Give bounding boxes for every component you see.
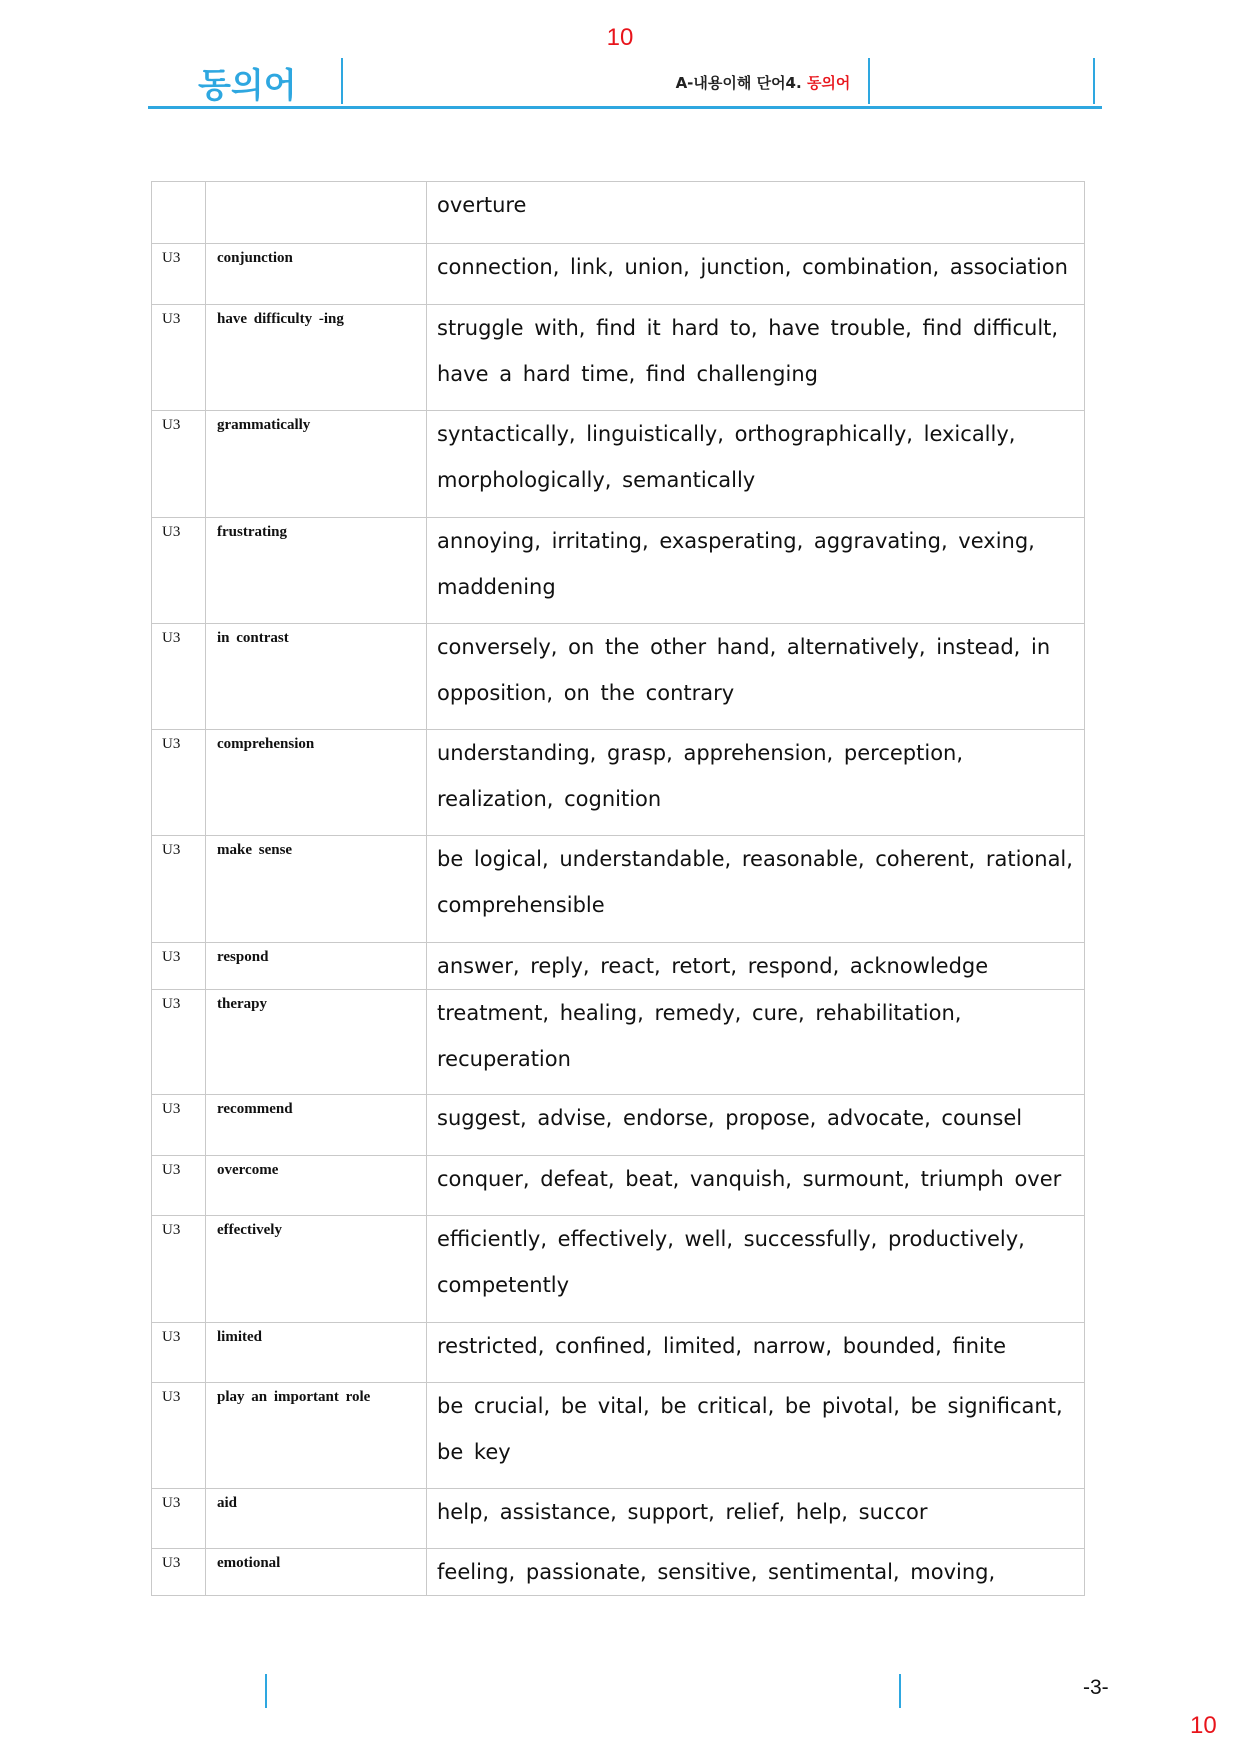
unit-cell: U3 — [152, 1095, 206, 1156]
synonyms-cell: conquer, defeat, beat, vanquish, surmount, triumph over — [427, 1156, 1085, 1216]
word-cell: emotional — [206, 1549, 427, 1596]
unit-cell: U3 — [152, 305, 206, 411]
table-row — [152, 1216, 1085, 1323]
table-row — [152, 182, 1085, 244]
word-cell: overcome — [206, 1156, 427, 1216]
word-cell: grammatically — [206, 411, 427, 518]
header-divider — [341, 58, 343, 104]
unit-cell: U3 — [152, 1216, 206, 1323]
table-row — [152, 1323, 1085, 1383]
table-row — [152, 624, 1085, 730]
header-divider — [1093, 58, 1095, 104]
table-row — [152, 730, 1085, 836]
footer-divider — [899, 1674, 901, 1708]
header-subtitle-prefix: A-내용이해 단어4. — [675, 74, 802, 92]
unit-cell: U3 — [152, 836, 206, 943]
unit-cell: U3 — [152, 518, 206, 624]
table-row — [152, 518, 1085, 624]
unit-cell: U3 — [152, 1323, 206, 1383]
unit-cell: U3 — [152, 624, 206, 730]
table-row — [152, 836, 1085, 943]
table-row — [152, 990, 1085, 1095]
word-cell: in contrast — [206, 624, 427, 730]
table-row — [152, 1383, 1085, 1489]
synonyms-cell: connection, link, union, junction, combination, association — [427, 244, 1085, 305]
table-row — [152, 305, 1085, 411]
header-title: 동의어 — [198, 66, 297, 106]
word-cell: make sense — [206, 836, 427, 943]
unit-cell: U3 — [152, 411, 206, 518]
header-divider — [868, 58, 870, 104]
word-cell: aid — [206, 1489, 427, 1549]
page-header — [148, 58, 1102, 109]
synonyms-cell: struggle with, find it hard to, have trouble, find difficult, have a hard time, find challenging — [427, 305, 1085, 411]
vocabulary-table — [151, 181, 1085, 1596]
table-row — [152, 244, 1085, 305]
synonyms-cell: suggest, advise, endorse, propose, advocate, counsel — [427, 1095, 1085, 1156]
unit-cell: U3 — [152, 943, 206, 990]
header-subtitle — [508, 72, 1018, 93]
header-subtitle-highlight: 동의어 — [806, 74, 851, 92]
unit-cell: U3 — [152, 244, 206, 305]
unit-cell: U3 — [152, 1489, 206, 1549]
synonyms-cell: overture — [427, 182, 1085, 244]
unit-cell: U3 — [152, 990, 206, 1095]
word-cell: comprehension — [206, 730, 427, 836]
table-row — [152, 1549, 1085, 1596]
synonyms-cell: answer, reply, react, retort, respond, acknowledge — [427, 943, 1085, 990]
page-bottom-number: 10 — [1190, 1712, 1217, 1739]
word-cell: have difficulty -ing — [206, 305, 427, 411]
word-cell — [206, 182, 427, 244]
unit-cell: U3 — [152, 1156, 206, 1216]
word-cell: conjunction — [206, 244, 427, 305]
synonyms-cell: efficiently, effectively, well, successfully, productively, competently — [427, 1216, 1085, 1323]
page-number-label: -3- — [1083, 1676, 1109, 1699]
word-cell: respond — [206, 943, 427, 990]
word-cell: limited — [206, 1323, 427, 1383]
footer-divider — [265, 1674, 267, 1708]
unit-cell: U3 — [152, 1549, 206, 1596]
synonyms-cell: restricted, confined, limited, narrow, bounded, finite — [427, 1323, 1085, 1383]
synonyms-cell: understanding, grasp, apprehension, perception, realization, cognition — [427, 730, 1085, 836]
synonyms-cell: feeling, passionate, sensitive, sentimental, moving, — [427, 1549, 1085, 1596]
synonyms-cell: help, assistance, support, relief, help, succor — [427, 1489, 1085, 1549]
word-cell: frustrating — [206, 518, 427, 624]
word-cell: recommend — [206, 1095, 427, 1156]
synonyms-cell: be crucial, be vital, be critical, be pivotal, be significant, be key — [427, 1383, 1085, 1489]
synonyms-cell: treatment, healing, remedy, cure, rehabilitation, recuperation — [427, 990, 1085, 1095]
table-row — [152, 1156, 1085, 1216]
unit-cell — [152, 182, 206, 244]
table-row — [152, 411, 1085, 518]
table-row — [152, 1489, 1085, 1549]
unit-cell: U3 — [152, 1383, 206, 1489]
word-cell: effectively — [206, 1216, 427, 1323]
synonyms-cell: be logical, understandable, reasonable, coherent, rational, comprehensible — [427, 836, 1085, 943]
synonyms-cell: conversely, on the other hand, alternatively, instead, in opposition, on the contrary — [427, 624, 1085, 730]
word-cell: therapy — [206, 990, 427, 1095]
word-cell: play an important role — [206, 1383, 427, 1489]
table-row — [152, 943, 1085, 990]
synonyms-cell: syntactically, linguistically, orthographically, lexically, morphologically, semantically — [427, 411, 1085, 518]
unit-cell: U3 — [152, 730, 206, 836]
table-row — [152, 1095, 1085, 1156]
page-top-number: 10 — [606, 24, 634, 51]
synonyms-cell: annoying, irritating, exasperating, aggravating, vexing, maddening — [427, 518, 1085, 624]
